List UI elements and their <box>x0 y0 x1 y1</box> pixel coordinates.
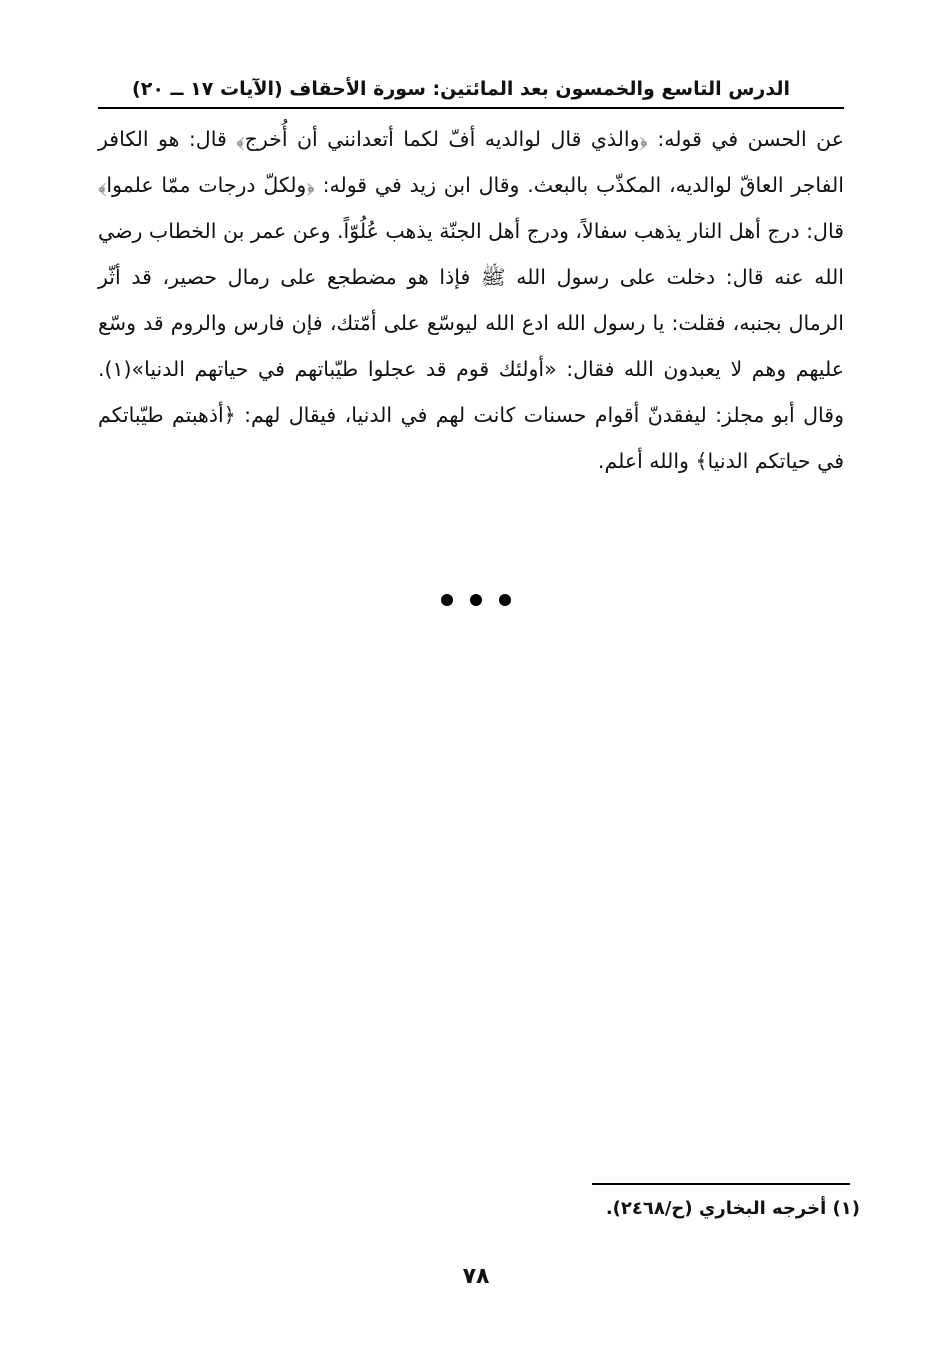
body-text <box>98 116 844 484</box>
footnote-rule <box>592 1183 850 1185</box>
header-rule <box>98 107 844 109</box>
running-header: الدرس التاسع والخمسون بعد المائتين: سورة الأحقاف (الآيات ١٧ ــ ٢٠) <box>132 78 790 100</box>
page-number: ٧٨ <box>462 1264 490 1289</box>
separator-dot <box>441 594 453 606</box>
separator-dot <box>499 594 511 606</box>
separator-dot <box>470 594 482 606</box>
body-paragraph: عن الحسن في قوله: ﴿والذي قال لوالديه أفّ لكما أتعدانني أن أُخرج﴾ قال: هو الكافر الفاجر العاقّ لوالديه، المكذّب بالبعث. وقال ابن زيد في قوله: ﴿ولكلّ درجات ممّا علموا﴾ قال: درج أهل النار يذهب سفالاً، ودرج أهل الجنّة يذهب عُلُوّاً. وعن عمر بن الخطاب رضي الله عنه قال: دخلت على رسول الله ﷺ فإذا هو مضطجع على رمال حصير، قد أثّر الرمال بجنبه، فقلت: يا رسول الله ادع الله ليوسّع على أمّتك، فإن فارس والروم قد وسّع عليهم وهم لا يعبدون الله فقال: «أولئك قوم قد عجلوا طيّباتهم في حياتهم الدنيا»(١). وقال أبو مجلز: ليفقدنّ أقوام حسنات كانت لهم في الدنيا، فيقال لهم: ﴿أذهبتم طيّباتكم في حياتكم الدنيا﴾ والله أعلم. <box>98 127 844 473</box>
section-separator <box>0 591 952 610</box>
footnote: (١) أخرجه البخاري (ح/٢٤٦٨). <box>605 1198 860 1219</box>
